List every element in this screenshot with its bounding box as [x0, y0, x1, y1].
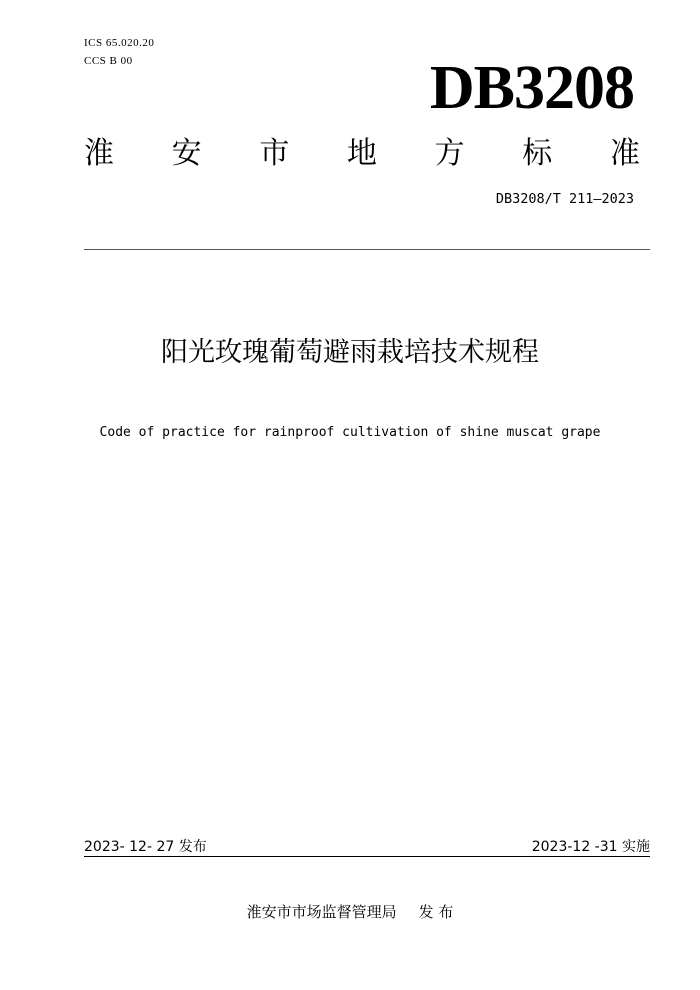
issue-date: 2023- 12- 27 发布	[84, 839, 207, 855]
document-title-chinese: 阳光玫瑰葡萄避雨栽培技术规程	[161, 337, 539, 368]
standard-type-heading	[84, 134, 640, 174]
ics-code: ICS 65.020.20	[84, 37, 155, 49]
standard-type-char: 准	[609, 136, 640, 171]
publisher-organization: 淮安市市场监督管理局	[246, 903, 397, 921]
standard-type-char: 市	[259, 136, 290, 171]
standard-type-char: 标	[522, 136, 553, 171]
ccs-code: CCS B 00	[84, 55, 133, 67]
standard-type-char: 安	[171, 136, 202, 171]
bottom-divider	[84, 856, 650, 857]
top-divider	[84, 249, 650, 250]
db-logo: DB3208	[429, 54, 634, 122]
standard-type-char: 方	[434, 136, 465, 171]
effective-date: 2023-12 -31 实施	[531, 839, 650, 855]
publisher-action: 发 布	[418, 903, 454, 921]
publisher-line	[0, 902, 700, 922]
standard-code: DB3208/T 211—2023	[495, 191, 634, 207]
standard-type-char: 淮	[84, 136, 114, 171]
standard-type-char: 地	[346, 136, 377, 171]
document-title-english: Code of practice for rainproof cultivation of shine muscat grape	[99, 425, 601, 440]
